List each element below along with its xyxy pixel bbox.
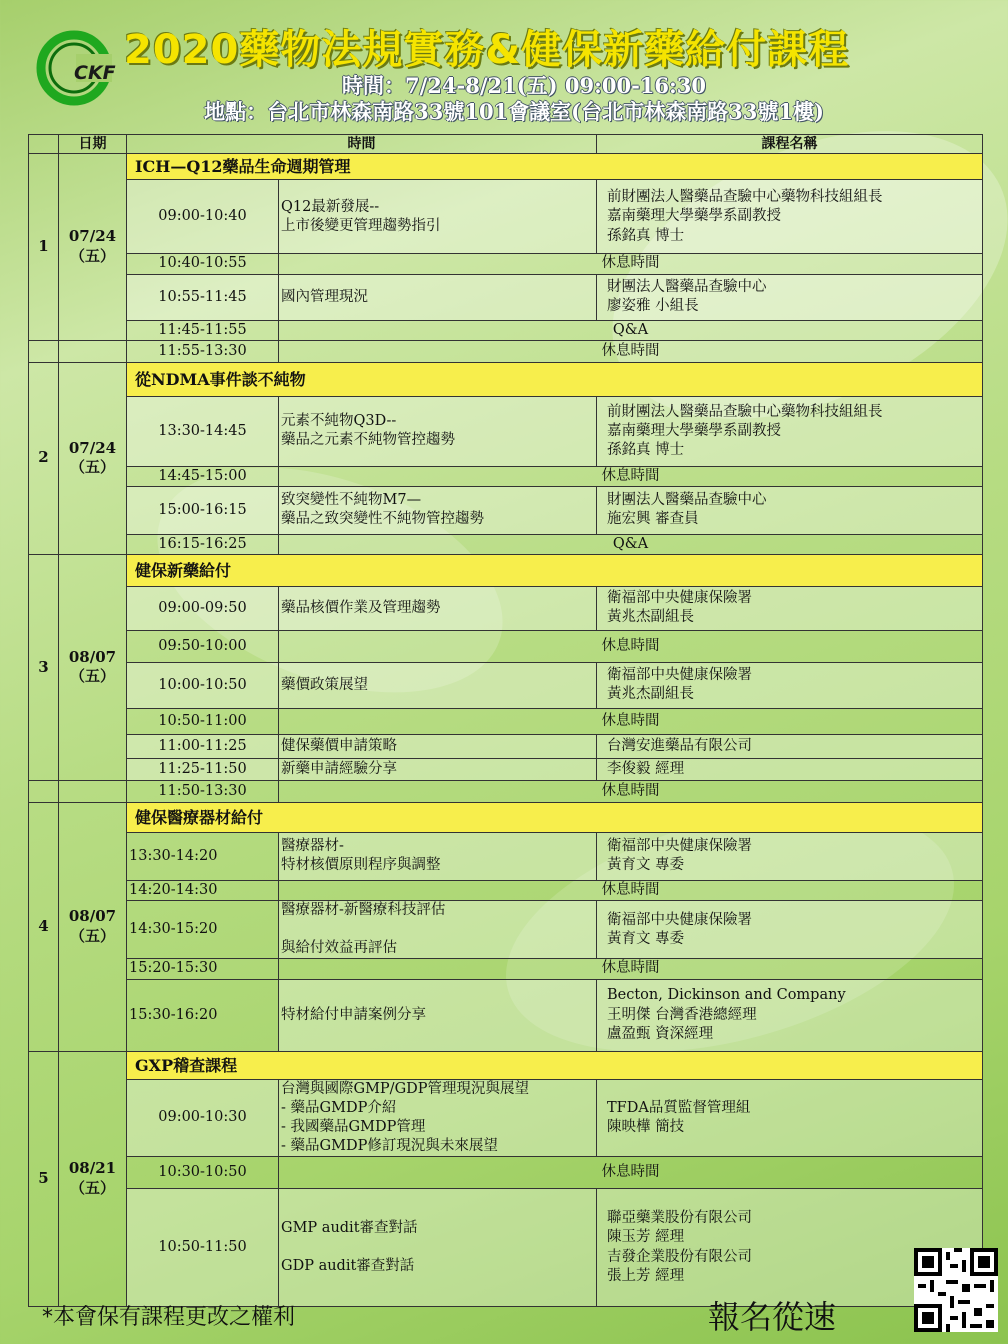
session-speaker: 前財團法人醫藥品查驗中心藥物科技組組長 嘉南藥理大學藥學系副教授 孫銘真 博士 <box>597 396 983 466</box>
section-row <box>29 554 983 586</box>
day-number: 3 <box>29 554 59 780</box>
session-topic: 醫療器材- 特材核價原則程序與調整 <box>279 832 597 880</box>
day-number: 4 <box>29 802 59 1051</box>
break-row <box>29 1157 983 1189</box>
break-row <box>29 708 983 734</box>
break-time: 10:30-10:50 <box>127 1157 279 1189</box>
break-time: 10:50-11:00 <box>127 708 279 734</box>
break-label: 休息時間 <box>279 959 983 979</box>
session-topic: 健保藥價申請策略 <box>279 734 597 758</box>
session-speaker: Becton, Dickinson and Company 王明傑 台灣香港總經理 盧盈甄 資深經理 <box>597 979 983 1051</box>
table-row <box>29 832 983 880</box>
break-label: 休息時間 <box>279 466 983 486</box>
break-row <box>29 880 983 900</box>
day-date: 08/21 （五） <box>59 1051 127 1307</box>
break-time: 14:20-14:30 <box>127 880 279 900</box>
day-number: 2 <box>29 362 59 554</box>
section-title: ICH—Q12藥品生命週期管理 <box>127 154 983 180</box>
session-time: 14:30-15:20 <box>127 901 279 959</box>
session-time: 10:50-11:50 <box>127 1189 279 1307</box>
session-speaker: 衛福部中央健康保險署 黃兆杰副組長 <box>597 662 983 708</box>
break-label: 休息時間 <box>279 254 983 274</box>
table-row <box>29 486 983 534</box>
table-row <box>29 734 983 758</box>
time-line: 時間：7/24-8/21(五) 09:00-16:30 <box>341 73 707 98</box>
session-speaker: 衛福部中央健康保險署 黃育文 專委 <box>597 901 983 959</box>
day-number: 1 <box>29 154 59 340</box>
header-course: 課程名稱 <box>597 135 983 154</box>
session-topic: 藥價政策展望 <box>279 662 597 708</box>
break-row <box>29 320 983 340</box>
break-time: 16:15-16:25 <box>127 534 279 554</box>
place-line: 地點：台北市林森南路33號101會議室(台北市林森南路33號1樓) <box>204 99 824 124</box>
break-time: 10:40-10:55 <box>127 254 279 274</box>
break-time: 09:50-10:00 <box>127 630 279 662</box>
break-label: 休息時間 <box>279 1157 983 1189</box>
header-time: 時間 <box>127 135 597 154</box>
session-time: 15:00-16:15 <box>127 486 279 534</box>
table-row <box>29 1079 983 1157</box>
break-row <box>29 959 983 979</box>
break-time: 11:50-13:30 <box>127 780 279 802</box>
header-blank <box>29 135 59 154</box>
day-date: 08/07 （五） <box>59 802 127 1051</box>
session-topic: 藥品核價作業及管理趨勢 <box>279 586 597 630</box>
session-speaker: 台灣安進藥品有限公司 <box>597 734 983 758</box>
header-date: 日期 <box>59 135 127 154</box>
table-row <box>29 396 983 466</box>
session-time: 13:30-14:45 <box>127 396 279 466</box>
break-label: 休息時間 <box>279 708 983 734</box>
break-time: 11:45-11:55 <box>127 320 279 340</box>
session-topic: 國內管理現況 <box>279 274 597 320</box>
session-speaker: 衛福部中央健康保險署 黃育文 專委 <box>597 832 983 880</box>
session-speaker: 衛福部中央健康保險署 黃兆杰副組長 <box>597 586 983 630</box>
logo-text: CKF <box>74 62 116 84</box>
day-number: 5 <box>29 1051 59 1307</box>
session-topic: Q12最新發展-- 上市後變更管理趨勢指引 <box>279 180 597 254</box>
page-title: 2020藥物法規實務&健保新藥給付課程 <box>124 27 850 73</box>
session-time: 10:00-10:50 <box>127 662 279 708</box>
session-topic: 新藥申請經驗分享 <box>279 758 597 780</box>
footer-note: *本會保有課程更改之權利 <box>42 1305 296 1330</box>
session-topic: 致突變性不純物M7— 藥品之致突變性不純物管控趨勢 <box>279 486 597 534</box>
section-row <box>29 802 983 832</box>
section-row <box>29 154 983 180</box>
section-title: GXP稽查課程 <box>127 1051 983 1079</box>
session-time: 11:25-11:50 <box>127 758 279 780</box>
section-row <box>29 362 983 396</box>
table-row <box>29 662 983 708</box>
table-header <box>29 135 983 154</box>
session-speaker: TFDA品質監督管理組 陳映樺 簡技 <box>597 1079 983 1157</box>
section-title: 健保新藥給付 <box>127 554 983 586</box>
break-row <box>29 466 983 486</box>
signup-text: 報名從速 <box>708 1298 837 1336</box>
session-speaker: 財團法人醫藥品查驗中心 廖姿雅 小組長 <box>597 274 983 320</box>
session-time: 10:55-11:45 <box>127 274 279 320</box>
section-title: 健保醫療器材給付 <box>127 802 983 832</box>
table-row <box>29 586 983 630</box>
break-label: 休息時間 <box>279 630 983 662</box>
session-topic: 元素不純物Q3D-- 藥品之元素不純物管控趨勢 <box>279 396 597 466</box>
session-time: 09:00-10:30 <box>127 1079 279 1157</box>
session-topic: 台灣與國際GMP/GDP管理現況與展望 - 藥品GMDP介紹 - 我國藥品GMDP管理 - 藥品GMDP修訂現況與未來展望 <box>279 1079 597 1157</box>
break-time: 14:45-15:00 <box>127 466 279 486</box>
session-time: 15:30-16:20 <box>127 979 279 1051</box>
day-date: 08/07 （五） <box>59 554 127 780</box>
session-topic: 特材給付申請案例分享 <box>279 979 597 1051</box>
schedule-table <box>28 134 983 1307</box>
lunch-row <box>29 340 983 362</box>
session-speaker: 聯亞藥業股份有限公司 陳玉芳 經理 吉發企業股份有限公司 張上芳 經理 <box>597 1189 983 1307</box>
table-row <box>29 1189 983 1307</box>
section-row <box>29 1051 983 1079</box>
day-date: 07/24 （五） <box>59 154 127 340</box>
session-time: 09:00-09:50 <box>127 586 279 630</box>
break-label: 休息時間 <box>279 780 983 802</box>
session-speaker: 前財團法人醫藥品查驗中心藥物科技組組長 嘉南藥理大學藥學系副教授 孫銘真 博士 <box>597 180 983 254</box>
session-time: 13:30-14:20 <box>127 832 279 880</box>
session-time: 09:00-10:40 <box>127 180 279 254</box>
break-label: Q&A <box>279 320 983 340</box>
table-row <box>29 901 983 959</box>
section-title: 從NDMA事件談不純物 <box>127 362 983 396</box>
break-row <box>29 534 983 554</box>
table-row <box>29 979 983 1051</box>
table-row <box>29 274 983 320</box>
break-label: Q&A <box>279 534 983 554</box>
day-date: 07/24 （五） <box>59 362 127 554</box>
session-topic: GMP audit審查對話 GDP audit審查對話 <box>279 1189 597 1307</box>
break-time: 11:55-13:30 <box>127 340 279 362</box>
lunch-row <box>29 780 983 802</box>
break-label: 休息時間 <box>279 880 983 900</box>
break-label: 休息時間 <box>279 340 983 362</box>
break-row <box>29 254 983 274</box>
break-row <box>29 630 983 662</box>
table-row <box>29 180 983 254</box>
session-speaker: 財團法人醫藥品查驗中心 施宏興 審查員 <box>597 486 983 534</box>
session-time: 11:00-11:25 <box>127 734 279 758</box>
break-time: 15:20-15:30 <box>127 959 279 979</box>
qr-code-icon[interactable] <box>914 1248 998 1332</box>
table-row <box>29 758 983 780</box>
session-topic: 醫療器材-新醫療科技評估 與給付效益再評估 <box>279 901 597 959</box>
session-speaker: 李俊毅 經理 <box>597 758 983 780</box>
